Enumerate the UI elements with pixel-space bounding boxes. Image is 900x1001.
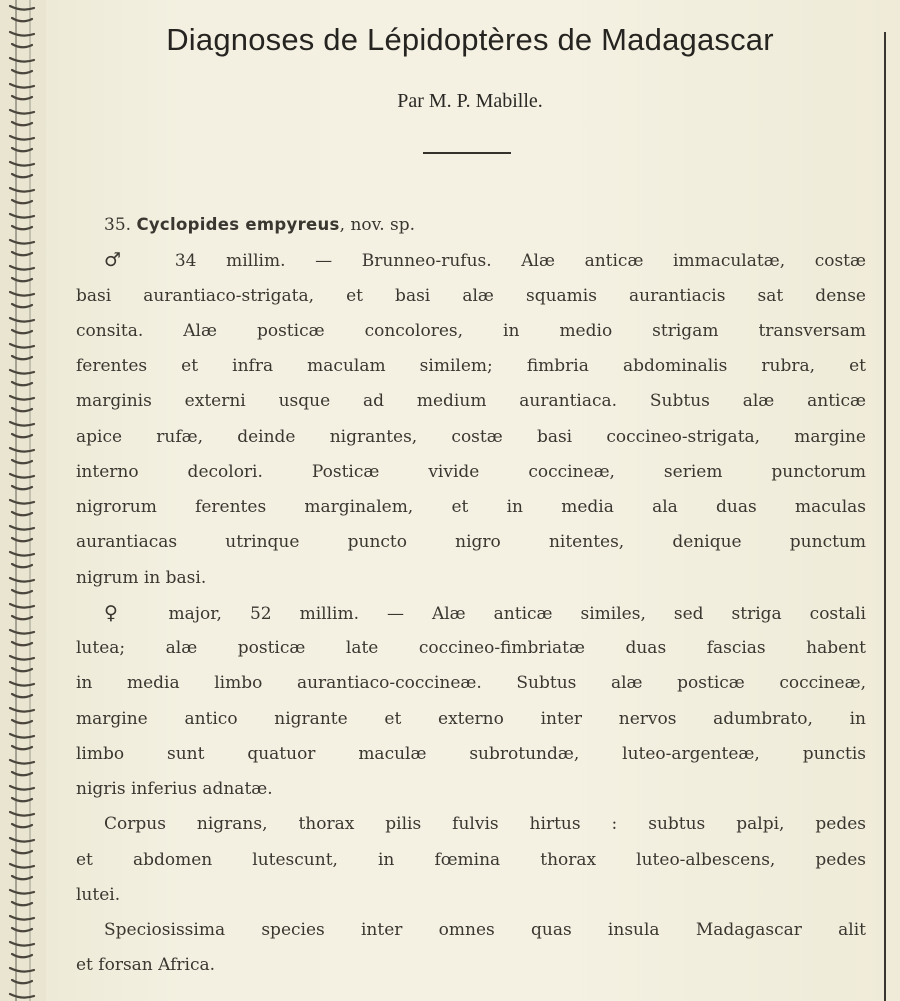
article-title: Diagnoses de Lépidoptères de Madagascar — [166, 22, 774, 57]
text-line: ferentes et infra maculam similem; fimbria abdominalis rubra, et — [76, 356, 866, 376]
text-line-male — [76, 246, 866, 281]
male-symbol: ♂ — [104, 249, 146, 272]
species-name: Cyclopides empyreus — [136, 215, 340, 234]
column-rule — [884, 32, 886, 1001]
text-line: interno decolori. Posticæ vivide coccineæ, seriem punctorum — [76, 461, 866, 482]
text-line: margine antico nigrante et externo inter nervos adumbrato, in — [76, 708, 866, 729]
text-line: nigrum in basi. — [76, 567, 207, 588]
species-note: , nov. sp. — [339, 215, 416, 235]
text-line: lutei. — [76, 884, 121, 905]
text-line: major, 52 millim. — Alæ anticæ similes, sed striga costali — [140, 603, 866, 624]
text-line: marginis externi usque ad medium aurantiaca. Subtus alæ anticæ — [76, 391, 866, 412]
text-line: et forsan Africa. — [76, 955, 216, 976]
byline-text: Par M. P. Mabille. — [397, 90, 543, 112]
text-line: basi aurantiaco-strigata, et basi alæ squamis aurantiacis sat dense — [76, 285, 866, 306]
text-line: consita. Alæ posticæ concolores, in medio strigam transversam — [76, 320, 866, 341]
text-line: Speciosissima species inter omnes quas insula Madagascar alit — [104, 920, 866, 940]
text-line-female — [76, 599, 866, 634]
binding-stitching — [0, 0, 46, 1001]
entry-number: 35. — [104, 215, 132, 235]
text-line: lutea; alæ posticæ late coccineo-fimbriatæ duas fascias habent — [76, 638, 866, 658]
female-symbol: ♀ — [104, 601, 141, 624]
text-line: et abdomen lutescunt, in fœmina thorax luteo-albescens, pedes — [76, 849, 866, 870]
text-line: aurantiacas utrinque puncto nigro nitentes, denique punctum — [76, 532, 866, 553]
title-divider — [423, 152, 511, 154]
text-line: limbo sunt quatuor maculæ subrotundæ, luteo-argenteæ, punctis — [76, 743, 866, 764]
text-line: Corpus nigrans, thorax pilis fulvis hirtus : subtus palpi, pedes — [104, 814, 866, 835]
author-byline — [60, 90, 880, 113]
text-line: 34 millim. — Brunneo-rufus. Alæ anticæ immaculatæ, costæ — [145, 251, 866, 272]
text-line: apice rufæ, deinde nigrantes, costæ basi coccineo-strigata, margine — [76, 426, 866, 447]
text-line: nigris inferius adnatæ. — [76, 779, 273, 799]
text-line: nigrorum ferentes marginalem, et in media ala duas maculas — [76, 497, 866, 517]
entry-heading — [76, 211, 866, 246]
text-line: in media limbo aurantiaco-coccineæ. Subtus alæ posticæ coccineæ, — [76, 673, 866, 694]
species-description — [76, 211, 866, 987]
